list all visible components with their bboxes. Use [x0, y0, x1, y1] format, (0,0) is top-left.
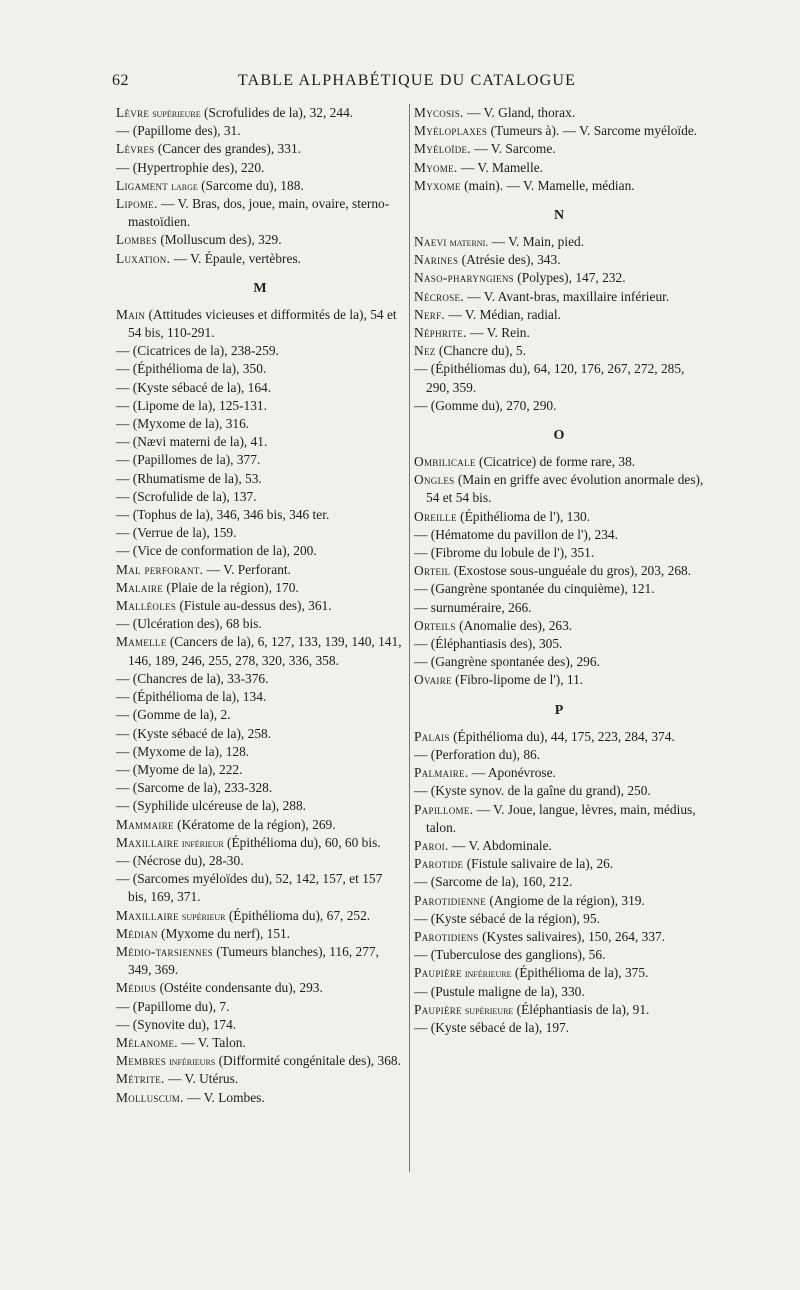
entry-headword: Lipome. [116, 196, 158, 212]
entry-text: (Fistule salivaire de la), 26. [463, 856, 614, 872]
entry-text: — (Hypertrophie des), 220. [116, 159, 265, 175]
section-letter: N [553, 208, 565, 224]
entry-headword: Malléoles [116, 598, 177, 614]
index-entry [116, 870, 404, 906]
index-entry [414, 269, 704, 287]
index-entry [116, 725, 404, 743]
entry-text: — (Syphilide ulcéreuse de la), 288. [116, 798, 307, 814]
index-entry [414, 983, 704, 1001]
entry-text: — (Gangrène spontanée des), 296. [414, 654, 600, 670]
entry-text: — V. Abdominale. [448, 837, 552, 853]
entry-text: — (Verrue de la), 159. [116, 525, 237, 541]
entry-text: (Épithélioma du), 44, 175, 223, 284, 374. [449, 728, 675, 744]
index-entry [414, 910, 704, 928]
index-entry [116, 488, 404, 506]
entry-text: (Tumeurs à). — V. Sarcome myéloïde. [487, 123, 698, 139]
section-letter: P [554, 702, 564, 718]
index-entry [116, 506, 404, 524]
entry-headword: Malaire [116, 579, 164, 595]
entry-qualifier: large [168, 178, 198, 193]
index-entry [116, 797, 404, 815]
entry-text: (Atrésie des), 343. [458, 252, 561, 268]
entry-headword: Médian [116, 925, 158, 941]
index-entry [116, 1034, 404, 1052]
entry-text: — (Scrofulide de la), 137. [116, 488, 257, 504]
entry-headword: Orteil [414, 563, 451, 579]
index-entry [116, 998, 404, 1016]
entry-text: — (Chancres de la), 33-376. [116, 670, 269, 686]
entry-qualifier: supérieure [461, 1002, 514, 1017]
index-entry [116, 542, 404, 560]
page-header [112, 72, 702, 96]
index-entry [414, 251, 704, 269]
entry-headword: Néphrite. [414, 325, 467, 341]
entry-text: — (Kyste synov. de la gaîne du grand), 250. [414, 783, 651, 799]
index-entry [414, 892, 704, 910]
entry-text: — (Gomme de la), 2. [116, 707, 231, 723]
entry-text: (Éléphantiasis de la), 91. [513, 1001, 650, 1017]
entry-headword: Maxillaire [116, 834, 179, 850]
entry-text: — V. Main, pied. [488, 234, 585, 250]
index-entry [414, 159, 704, 177]
entry-text: — (Kyste sébacé de la), 197. [414, 1019, 570, 1035]
entry-text: — V. Avant-bras, maxillaire inférieur. [463, 288, 670, 304]
entry-headword: Ovaire [414, 672, 452, 688]
entry-text: — (Sarcomes myéloïdes du), 52, 142, 157, et 157 bis, 169, 371. [116, 871, 383, 905]
entry-text: (Difformité congénitale des), 368. [215, 1053, 401, 1069]
entry-text: — (Papillomes de la), 377. [116, 452, 261, 468]
index-entry [116, 779, 404, 797]
index-entry [414, 544, 704, 562]
index-entry [414, 728, 704, 746]
entry-headword: Lombes [116, 232, 157, 248]
entry-text: (Chancre du), 5. [435, 343, 526, 359]
index-entry [116, 688, 404, 706]
entry-text: — (Éléphantiasis des), 305. [414, 636, 563, 652]
entry-text: (Polypes), 147, 232. [513, 270, 626, 286]
index-entry [414, 104, 704, 122]
entry-text: — (Nævi materni de la), 41. [116, 434, 268, 450]
index-entry [414, 746, 704, 764]
entry-headword: Myxome [414, 177, 461, 193]
index-entry [116, 615, 404, 633]
entry-text: (Scrofulides de la), 32, 244. [200, 105, 354, 120]
entry-text: (Angiome de la région), 319. [486, 892, 645, 908]
index-entry [116, 140, 404, 158]
index-entry [414, 653, 704, 671]
entry-headword: Myéloïde. [414, 141, 471, 157]
entry-text: — V. Perforant. [203, 561, 291, 577]
entry-qualifier: supérieur [178, 908, 226, 923]
index-entry [414, 233, 704, 251]
entry-text: (main). — V. Mamelle, médian. [460, 177, 635, 193]
index-entry [414, 964, 704, 982]
index-entry [414, 306, 704, 324]
entry-text: — V. Talon. [177, 1034, 246, 1050]
entry-text: — (Vice de conformation de la), 200. [116, 543, 317, 559]
entry-headword: Mycosis. [414, 105, 464, 120]
entry-text: — V. Mamelle. [457, 159, 543, 175]
entry-qualifier: materni. [446, 235, 489, 250]
index-entry [414, 617, 704, 635]
entry-headword: Ligament [116, 177, 169, 193]
entry-text: — (Épithéliomas du), 64, 120, 176, 267, 272, 285, 290, 359. [414, 361, 685, 395]
index-entry [116, 670, 404, 688]
entry-headword: Molluscum. [116, 1089, 184, 1105]
entry-headword: Myéloplaxes [414, 123, 488, 139]
index-entry [414, 140, 704, 158]
index-entry [116, 159, 404, 177]
entry-text: (Exostose sous-unguéale du gros), 203, 268. [450, 563, 692, 579]
index-entry [414, 1019, 704, 1037]
entry-text: — (Épithélioma de la), 134. [116, 689, 267, 705]
entry-text: (Fistule au-dessus des), 361. [176, 598, 332, 614]
index-entry [116, 761, 404, 779]
entry-text: — (Tuberculose des ganglions), 56. [414, 947, 606, 963]
entry-headword: Nez [414, 343, 436, 359]
entry-headword: Papillome. [414, 801, 474, 817]
entry-qualifier: inférieurs [166, 1054, 216, 1069]
index-entry [116, 979, 404, 997]
index-column-right [414, 104, 704, 1037]
entry-headword: Nerf. [414, 306, 446, 322]
index-entry [414, 599, 704, 617]
index-entry [116, 925, 404, 943]
section-letter: M [253, 280, 267, 296]
index-entry [116, 834, 404, 852]
entry-text: — V. Utérus. [164, 1071, 239, 1087]
index-entry [116, 451, 404, 469]
index-entry [116, 397, 404, 415]
index-entry [116, 1089, 404, 1107]
index-entry [116, 816, 404, 834]
index-entry [414, 837, 704, 855]
index-entry [414, 1001, 704, 1019]
index-entry [414, 471, 704, 507]
index-entry [116, 231, 404, 249]
entry-text: (Anomalie des), 263. [455, 617, 573, 633]
entry-text: — (Myxome de la), 316. [116, 416, 250, 432]
entry-text: (Cancer des grandes), 331. [154, 141, 301, 157]
entry-headword: Lèvres [116, 141, 155, 157]
entry-text: — Aponévrose. [468, 765, 556, 781]
entry-headword: Parotidienne [414, 892, 487, 908]
index-entry [116, 1070, 404, 1088]
entry-headword: Luxation. [116, 250, 171, 266]
index-entry [116, 561, 404, 579]
entry-text: — (Sarcome de la), 233-328. [116, 780, 273, 796]
entry-headword: Mammaire [116, 816, 174, 832]
entry-headword: Parotide [414, 856, 464, 872]
entry-text: — (Rhumatisme de la), 53. [116, 470, 262, 486]
entry-text: — V. Lombes. [183, 1089, 265, 1105]
entry-text: — (Myome de la), 222. [116, 761, 243, 777]
index-entry [414, 342, 704, 360]
index-entry [116, 579, 404, 597]
entry-headword: Narines [414, 252, 459, 268]
index-entry [414, 764, 704, 782]
index-entry [414, 635, 704, 653]
entry-text: (Kystes salivaires), 150, 264, 337. [478, 928, 666, 944]
index-entry [116, 433, 404, 451]
entry-text: (Épithélioma du), 67, 252. [225, 907, 371, 923]
entry-headword: Ombilicale [414, 454, 476, 470]
index-entry [116, 122, 404, 140]
index-entry [116, 195, 404, 231]
entry-headword: Ongles [414, 472, 455, 488]
entry-qualifier: inférieur [178, 835, 224, 850]
index-entry [116, 633, 404, 669]
index-entry [414, 324, 704, 342]
entry-headword: Maxillaire [116, 907, 179, 923]
entry-text: — (Épithélioma de la), 350. [116, 361, 267, 377]
index-entry [116, 943, 404, 979]
entry-headword: Paupière [414, 965, 462, 981]
entry-text: — (Kyste sébacé de la région), 95. [414, 910, 600, 926]
index-entry [414, 782, 704, 800]
entry-text: (Épithélioma de l'), 130. [456, 508, 591, 524]
entry-text: — surnuméraire, 266. [414, 599, 532, 615]
index-entry [414, 801, 704, 837]
entry-headword: Lèvre [116, 105, 150, 120]
entry-text: — (Myxome de la), 128. [116, 743, 250, 759]
entry-text: — (Pustule maligne de la), 330. [414, 983, 585, 999]
index-entry [116, 415, 404, 433]
entry-headword: Médio-tarsiennes [116, 943, 213, 959]
entry-text: — (Ulcération des), 68 bis. [116, 616, 262, 632]
index-entry [414, 453, 704, 471]
entry-text: (Tumeurs blanches), 116, 277, 349, 369. [128, 943, 379, 978]
index-entry [116, 743, 404, 761]
page-title: TABLE ALPHABÉTIQUE DU CATALOGUE [237, 72, 577, 89]
page-number: 62 [112, 72, 129, 89]
entry-text: — (Perforation du), 86. [414, 746, 541, 762]
entry-text: — (Synovite du), 174. [116, 1016, 237, 1032]
entry-headword: Parotidiens [414, 928, 479, 944]
entry-headword: Palmaire. [414, 765, 469, 781]
index-entry [414, 360, 704, 396]
index-entry [414, 928, 704, 946]
index-entry [116, 379, 404, 397]
index-entry [116, 306, 404, 342]
entry-text: — (Kyste sébacé de la), 258. [116, 725, 272, 741]
entry-headword: Mal perforant. [116, 561, 204, 577]
index-entry [116, 104, 404, 122]
index-entry [414, 122, 704, 140]
index-entry [116, 360, 404, 378]
entry-text: — (Kyste sébacé de la), 164. [116, 379, 272, 395]
entry-text: — (Fibrome du lobule de l'), 351. [414, 545, 595, 561]
entry-text: — (Gangrène spontanée du cinquième), 121. [414, 581, 655, 597]
index-entry [116, 1016, 404, 1034]
index-entry [116, 250, 404, 268]
entry-text: — V. Rein. [466, 325, 530, 341]
entry-text: (Fibro-lipome de l'), 11. [451, 672, 584, 688]
section-letter: O [553, 428, 565, 444]
index-entry [116, 177, 404, 195]
entry-text: (Myxome du nerf), 151. [157, 925, 291, 941]
entry-headword: Mamelle [116, 634, 167, 650]
entry-text: — V. Gland, thorax. [463, 105, 576, 120]
index-entry [116, 852, 404, 870]
entry-qualifier: inférieure [461, 966, 512, 981]
entry-text: (Sarcome du), 188. [197, 177, 304, 193]
entry-headword: Main [116, 306, 146, 322]
entry-text: (Molluscum des), 329. [157, 232, 282, 248]
entry-headword: Membres [116, 1053, 167, 1069]
entry-text: — (Papillome du), 7. [116, 998, 230, 1014]
entry-text: (Épithélioma de la), 375. [511, 965, 649, 981]
entry-text: (Kératome de la région), 269. [173, 816, 336, 832]
entry-text: — V. Médian, radial. [445, 306, 561, 322]
entry-qualifier: supérieure [149, 106, 201, 120]
entry-headword: Naso-pharyngiens [414, 270, 514, 286]
entry-headword: Myome. [414, 159, 458, 175]
entry-headword: Mélanome. [116, 1034, 178, 1050]
entry-text: (Plaie de la région), 170. [163, 579, 299, 595]
index-entry [414, 946, 704, 964]
entry-text: — (Gomme du), 270, 290. [414, 397, 557, 413]
entry-text: — (Nécrose du), 28-30. [116, 852, 244, 868]
index-entry [414, 855, 704, 873]
entry-text: — V. Bras, dos, joue, main, ovaire, sterno-mastoïdien. [128, 196, 390, 230]
entry-text: (Cicatrice) de forme rare, 38. [475, 454, 636, 470]
index-entry [116, 907, 404, 925]
column-divider [409, 104, 410, 1172]
index-entry [414, 177, 704, 195]
entry-headword: Médius [116, 980, 157, 996]
entry-headword: Oreille [414, 508, 457, 524]
index-entry [116, 597, 404, 615]
entry-text: — (Lipome de la), 125-131. [116, 397, 267, 413]
index-entry [116, 1052, 404, 1070]
index-entry [116, 470, 404, 488]
index-column-left [116, 104, 404, 1107]
index-entry [414, 671, 704, 689]
entry-text: — (Hématome du pavillon de l'), 234. [414, 526, 618, 542]
index-entry [414, 397, 704, 415]
entry-headword: Paroi. [414, 837, 449, 853]
entry-headword: Nécrose. [414, 288, 464, 304]
index-entry [414, 288, 704, 306]
entry-headword: Métrite. [116, 1071, 165, 1087]
entry-text: (Cancers de la), 6, 127, 133, 139, 140, 141, 146, 189, 246, 255, 278, 320, 336, 358. [128, 634, 402, 668]
index-entry [116, 706, 404, 724]
entry-text: — (Tophus de la), 346, 346 bis, 346 ter. [116, 507, 330, 523]
index-entry [414, 508, 704, 526]
entry-text: — (Sarcome de la), 160, 212. [414, 874, 573, 890]
entry-text: (Ostéite condensante du), 293. [156, 980, 323, 996]
index-entry [414, 526, 704, 544]
entry-text: — (Papillome des), 31. [116, 123, 241, 139]
index-entry [116, 342, 404, 360]
entry-text: — V. Épaule, vertèbres. [170, 250, 302, 266]
entry-text: (Attitudes vicieuses et difformités de la), 54 et 54 bis, 110-291. [128, 306, 397, 341]
entry-text: — (Cicatrices de la), 238-259. [116, 343, 279, 359]
index-entry [116, 524, 404, 542]
entry-text: — V. Sarcome. [470, 141, 556, 157]
entry-text: (Main en griffe avec évolution anormale des), 54 et 54 bis. [426, 472, 704, 506]
index-entry [414, 873, 704, 891]
entry-headword: Naevi [414, 234, 447, 250]
entry-text: — V. Joue, langue, lèvres, main, médius, talon. [426, 801, 696, 835]
index-entry [414, 580, 704, 598]
entry-headword: Orteils [414, 617, 456, 633]
entry-headword: Palais [414, 728, 450, 744]
entry-headword: Paupière [414, 1001, 462, 1017]
index-entry [414, 562, 704, 580]
entry-text: (Épithélioma du), 60, 60 bis. [223, 834, 381, 850]
